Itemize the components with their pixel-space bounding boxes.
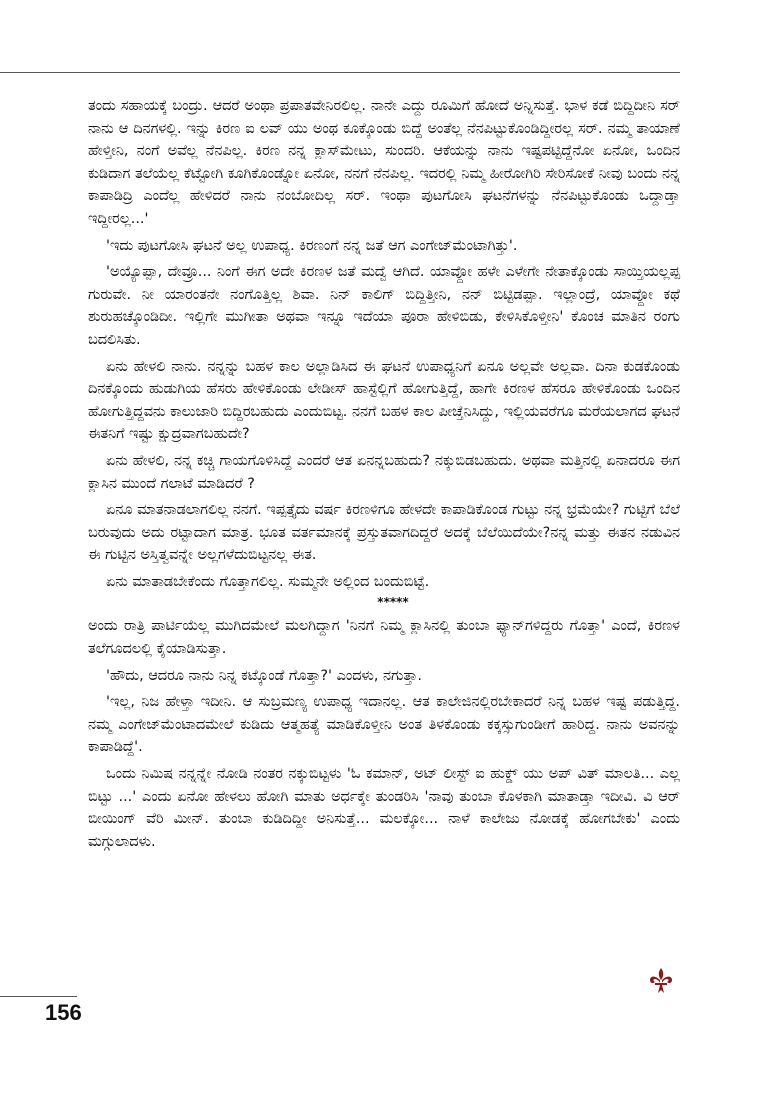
- fleur-de-lis-icon: [646, 966, 676, 996]
- page-number: 156: [45, 1000, 82, 1025]
- paragraph: ತಂದು ಸಹಾಯಕ್ಕೆ ಬಂದ್ರು. ಆದರೆ ಅಂಥಾ ಪ್ರಪಾತವೇನಿರಲಿಲ್ಲ. ನಾನೇ ಎದ್ದು ರೂಮಿಗೆ ಹೋದೆ ಅನ್ನಿಸುತ್ತೆ. ಭಾಳ ಕಡೆ ಬಿದ್ದಿದೀನಿ ಸರ್ ನಾನು ಆ ದಿನಗಳಲ್ಲಿ. ಇನ್ನು ಕಿರಣ ಐ ಲವ್ ಯು ಅಂಥ ಕೂಕ್ಕೊಂಡು ಬಿದ್ದೆ ಅಂತೆಲ್ಲ ನೆನಪಿಟ್ಟುಕೊಂಡಿದ್ದೀರಲ್ಲ ಸರ್. ನಮ್ಮ ತಾಯಾಣೆ ಹೇಳ್ತೀನಿ, ನಂಗೆ ಅವೆಲ್ಲ ನೆನಪಿಲ್ಲ. ಕಿರಣ ನನ್ನ ಕ್ಲಾಸ್‌ಮೇಟು, ಸುಂದರಿ. ಆಕೆಯನ್ನು ನಾನು ಇಷ್ಟಪಟ್ಟಿದ್ದೆನೋ ಏನೋ, ಒಂದಿನ ಕುಡಿದಾಗ ತಲೆಯೆಲ್ಲ ಕೆಟ್ಟೋಗಿ ಕೂಗಿಕೊಂಡ್ನೋ ಏನೋ, ನನಗೆ ನೆನಪಿಲ್ಲ. ಇದರಲ್ಲಿ ನಿಮ್ಮ ಹೀರೋಗಿರಿ ಸೇರಿಸೋಕೆ ನೀವು ಬಂದು ನನ್ನ ಕಾಪಾಡಿದ್ರಿ ಎಂದೆಲ್ಲ ಹೇಳಿದರೆ ನಾನು ನಂಬೋದಿಲ್ಲ ಸರ್. ಇಂಥಾ ಪುಟಗೋಸಿ ಘಟನೆಗಳನ್ನು ನೆನಪಿಟ್ಟುಕೊಂಡು ಒದ್ದಾಡ್ತಾ ಇದ್ದೀರಲ್ಲ...': [88, 98, 680, 227]
- paragraph: 'ಇಲ್ಲ, ನಿಜ ಹೇಳ್ತಾ ಇದೀನಿ. ಆ ಸುಬ್ರಮಣ್ಯ ಉಪಾಧ್ಯ ಇದಾನಲ್ಲ. ಆತ ಕಾಲೇಜಿನಲ್ಲಿರಬೇಕಾದರೆ ನಿನ್ನ ಬಹಳ ಇಷ್ಟ ಪಡುತ್ತಿದ್ದ. ನಮ್ಮ ಎಂಗೇಜ್‌ಮೆಂಟಾದಮೇಲೆ ಕುಡಿದು ಆತ್ಮಹತ್ಯೆ ಮಾಡಿಕೊಳ್ತೀನಿ ಅಂತ ತಿಳಕೊಂಡು ಕಕ್ಕಸ್ಸುಗುಂಡೀಗೆ ಹಾರಿದ್ದ. ನಾನು ಅವನನ್ನು ಕಾಪಾಡಿದ್ದೆ'.: [88, 694, 680, 756]
- paragraph: ಏನೂ ಮಾತನಾಡಲಾಗಲಿಲ್ಲ ನನಗೆ. ಇಪ್ಪತ್ತೈದು ವರ್ಷ ಕಿರಣಳಿಗೂ ಹೇಳದೇ ಕಾಪಾಡಿಕೊಂಡ ಗುಟ್ಟು ನನ್ನ ಭ್ರಮೆಯೇ? ಗುಟ್ಟಿಗೆ ಬೆಲೆ ಬರುವುದು ಅದು ರಟ್ಟಾದಾಗ ಮಾತ್ರ. ಭೂತ ವರ್ತಮಾನಕ್ಕೆ ಪ್ರಸ್ತುತವಾಗದಿದ್ದರೆ ಅದಕ್ಕೆ ಬೆಲೆಯಿದೆಯೇ?ನನ್ನ ಮತ್ತು ಈತನ ನಡುವಿನ ಈ ಗುಟ್ಟಿನ ಅಸ್ತಿತ್ವವನ್ನೇ ಅಲ್ಲಗಳೆದುಬಿಟ್ಟನಲ್ಲ ಈತ.: [88, 502, 680, 564]
- paragraph: ಅಂದು ರಾತ್ರಿ ಪಾರ್ಟಿಯೆಲ್ಲ ಮುಗಿದಮೇಲೆ ಮಲಗಿದ್ದಾಗ 'ನಿನಗೆ ನಿಮ್ಮ ಕ್ಲಾಸಿನಲ್ಲಿ ತುಂಬಾ ಫ್ಯಾನ್‌ಗಳಿದ್ದರು ಗೊತ್ತಾ' ಎಂದೆ, ಕಿರಣಳ ತಲೆಗೂದಲಲ್ಲಿ ಕೈಯಾಡಿಸುತ್ತಾ.: [88, 618, 680, 658]
- section-separator: *****: [377, 595, 409, 610]
- footer-rule: [0, 996, 77, 997]
- paragraph: 'ಅಯ್ಯೊಪ್ಪಾ, ದೇವ್ರೂ... ನಿಂಗೆ ಈಗ ಅದೇ ಕಿರಣಳ ಜತೆ ಮದ್ವೆ ಆಗಿದೆ. ಯಾವ್ದೋ ಹಳೇ ಎಳೇಗೇ ನೇತಾಕ್ಕೊಂಡು ಸಾಯ್ತಿಯಲ್ಲಪ್ಪ ಗುರುವೇ. ನೀ ಯಾರಂತನೇ ನಂಗೊತ್ತಿಲ್ಲ ಶಿವಾ. ನಿನ್ ಕಾಲಿಗ್ ಬಿದ್ದಿತ್ತೀನಿ, ನನ್ ಬಿಟ್ಟಿಡಪ್ಪಾ. ಇಲ್ಲಾಂದ್ರೆ, ಯಾವ್ದೋ ಕಥೆ ಶುರುಹಚ್ಕೊಂಡಿದೀ. ಇಲ್ಲಿಗೇ ಮುಗೀತಾ ಅಥವಾ ಇನ್ನೂ ಇದೆಯಾ ಪೂರಾ ಹೇಳಿಬಿಡು, ಕೇಳಿಸಿಕೊಳ್ತೀನಿ' ಕೊಂಚ ಮಾತಿನ ರಂಗು ಬದಲಿಸಿತು.: [88, 264, 680, 348]
- paragraph: ಒಂದು ನಿಮಿಷ ನನ್ನನ್ನೇ ನೋಡಿ ನಂತರ ನಕ್ಕುಬಿಟ್ಟಳು 'ಓ ಕಮಾನ್, ಅಟ್ ಲೀಸ್ಟ್ ಐ ಹುಕ್ಡ್ ಯು ಅಪ್ ವಿತ್ ಮಾಲತಿ... ಎಲ್ಲ ಬಿಟ್ಟು ...' ಎಂದು ಏನೋ ಹೇಳಲು ಹೋಗಿ ಮಾತು ಅರ್ಧಕ್ಕೇ ತುಂಡರಿಸಿ 'ನಾವು ತುಂಬಾ ಕೊಳಕಾಗಿ ಮಾತಾಡ್ತಾ ಇದೀವಿ. ವಿ ಆರ್ ಬೀಯಿಂಗ್ ವೆರಿ ಮೀನ್. ತುಂಬಾ ಕುಡಿದಿದ್ದೀ ಅನಿಸುತ್ತೆ... ಮಲಕ್ಕೋ... ನಾಳೆ ಕಾಲೇಜು ನೋಡಕ್ಕೆ ಹೋಗಬೇಕು' ಎಂದು ಮಗ್ಗುಲಾದಳು.: [88, 766, 680, 850]
- paragraph: ಏನು ಮಾತಾಡಬೇಕೆಂದು ಗೊತ್ತಾಗಲಿಲ್ಲ. ಸುಮ್ಮನೇ ಅಲ್ಲಿಂದ ಬಂದುಬಿಟ್ಟೆ.: [106, 573, 430, 590]
- paragraph: 'ಹೌದು, ಆದರೂ ನಾನು ನಿನ್ನ ಕಟ್ಕೊಂಡೆ ಗೊತ್ತಾ?' ಎಂದಳು, ನಗುತ್ತಾ.: [106, 667, 422, 684]
- paragraph: ಏನು ಹೇಳಲಿ ನಾನು. ನನ್ನನ್ನು ಬಹಳ ಕಾಲ ಅಲ್ಲಾಡಿಸಿದ ಈ ಘಟನೆ ಉಪಾಧ್ಯನಿಗೆ ಏನೂ ಅಲ್ಲವೇ ಅಲ್ಲವಾ. ದಿನಾ ಕುಡಕೊಂಡು ದಿನಕ್ಕೊಂದು ಹುಡುಗಿಯ ಹೆಸರು ಹೇಳಿಕೊಂಡು ಲೇಡೀಸ್ ಹಾಸ್ಟೆಲ್ಲಿಗೆ ಹೋಗುತ್ತಿದ್ದೆ, ಹಾಗೇ ಕಿರಣಳ ಹೆಸರೂ ಹೇಳಿಕೊಂಡು ಒಂದಿನ ಹೋಗುತ್ತಿದ್ದವನು ಕಾಲುಜಾರಿ ಬಿದ್ದಿರಬಹುದು ಎಂದುಬಿಟ್ಟ. ನನಗೆ ಬಹಳ ಕಾಲ ಪೀಚ್ತೆನಿಸಿದ್ದು, ಇಲ್ಲಿಯವರೆಗೂ ಮರೆಯಲಾಗದ ಘಟನೆ ಈತನಿಗೆ ಇಷ್ಟು ಕ್ಷುದ್ರವಾಗಬಹುದೇ?: [88, 358, 680, 443]
- body-text: [88, 95, 680, 853]
- paragraph: 'ಇದು ಪುಟಗೋಸಿ ಘಟನೆ ಅಲ್ಲ ಉಪಾಧ್ಯ. ಕಿರಣಂಗೆ ನನ್ನ ಜತೆ ಆಗ ಎಂಗೇಜ್‌ಮೆಂಟಾಗಿತ್ತು'.: [106, 237, 518, 254]
- paragraph: ಏನು ಹೇಳಲಿ, ನನ್ನ ಕಚ್ಚಿ ಗಾಯಗೊಳಿಸಿದ್ದೆ ಎಂದರೆ ಆತ ಏನನ್ನಬಹುದು? ನಕ್ಕುಬಿಡಬಹುದು. ಅಥವಾ ಮತ್ತಿನಲ್ಲಿ ಏನಾದರೂ ಈಗ ಕ್ಲಾಸಿನ ಮುಂದೆ ಗಲಾಟೆ ಮಾಡಿದರೆ ?: [88, 452, 680, 492]
- header-rule: [0, 72, 680, 73]
